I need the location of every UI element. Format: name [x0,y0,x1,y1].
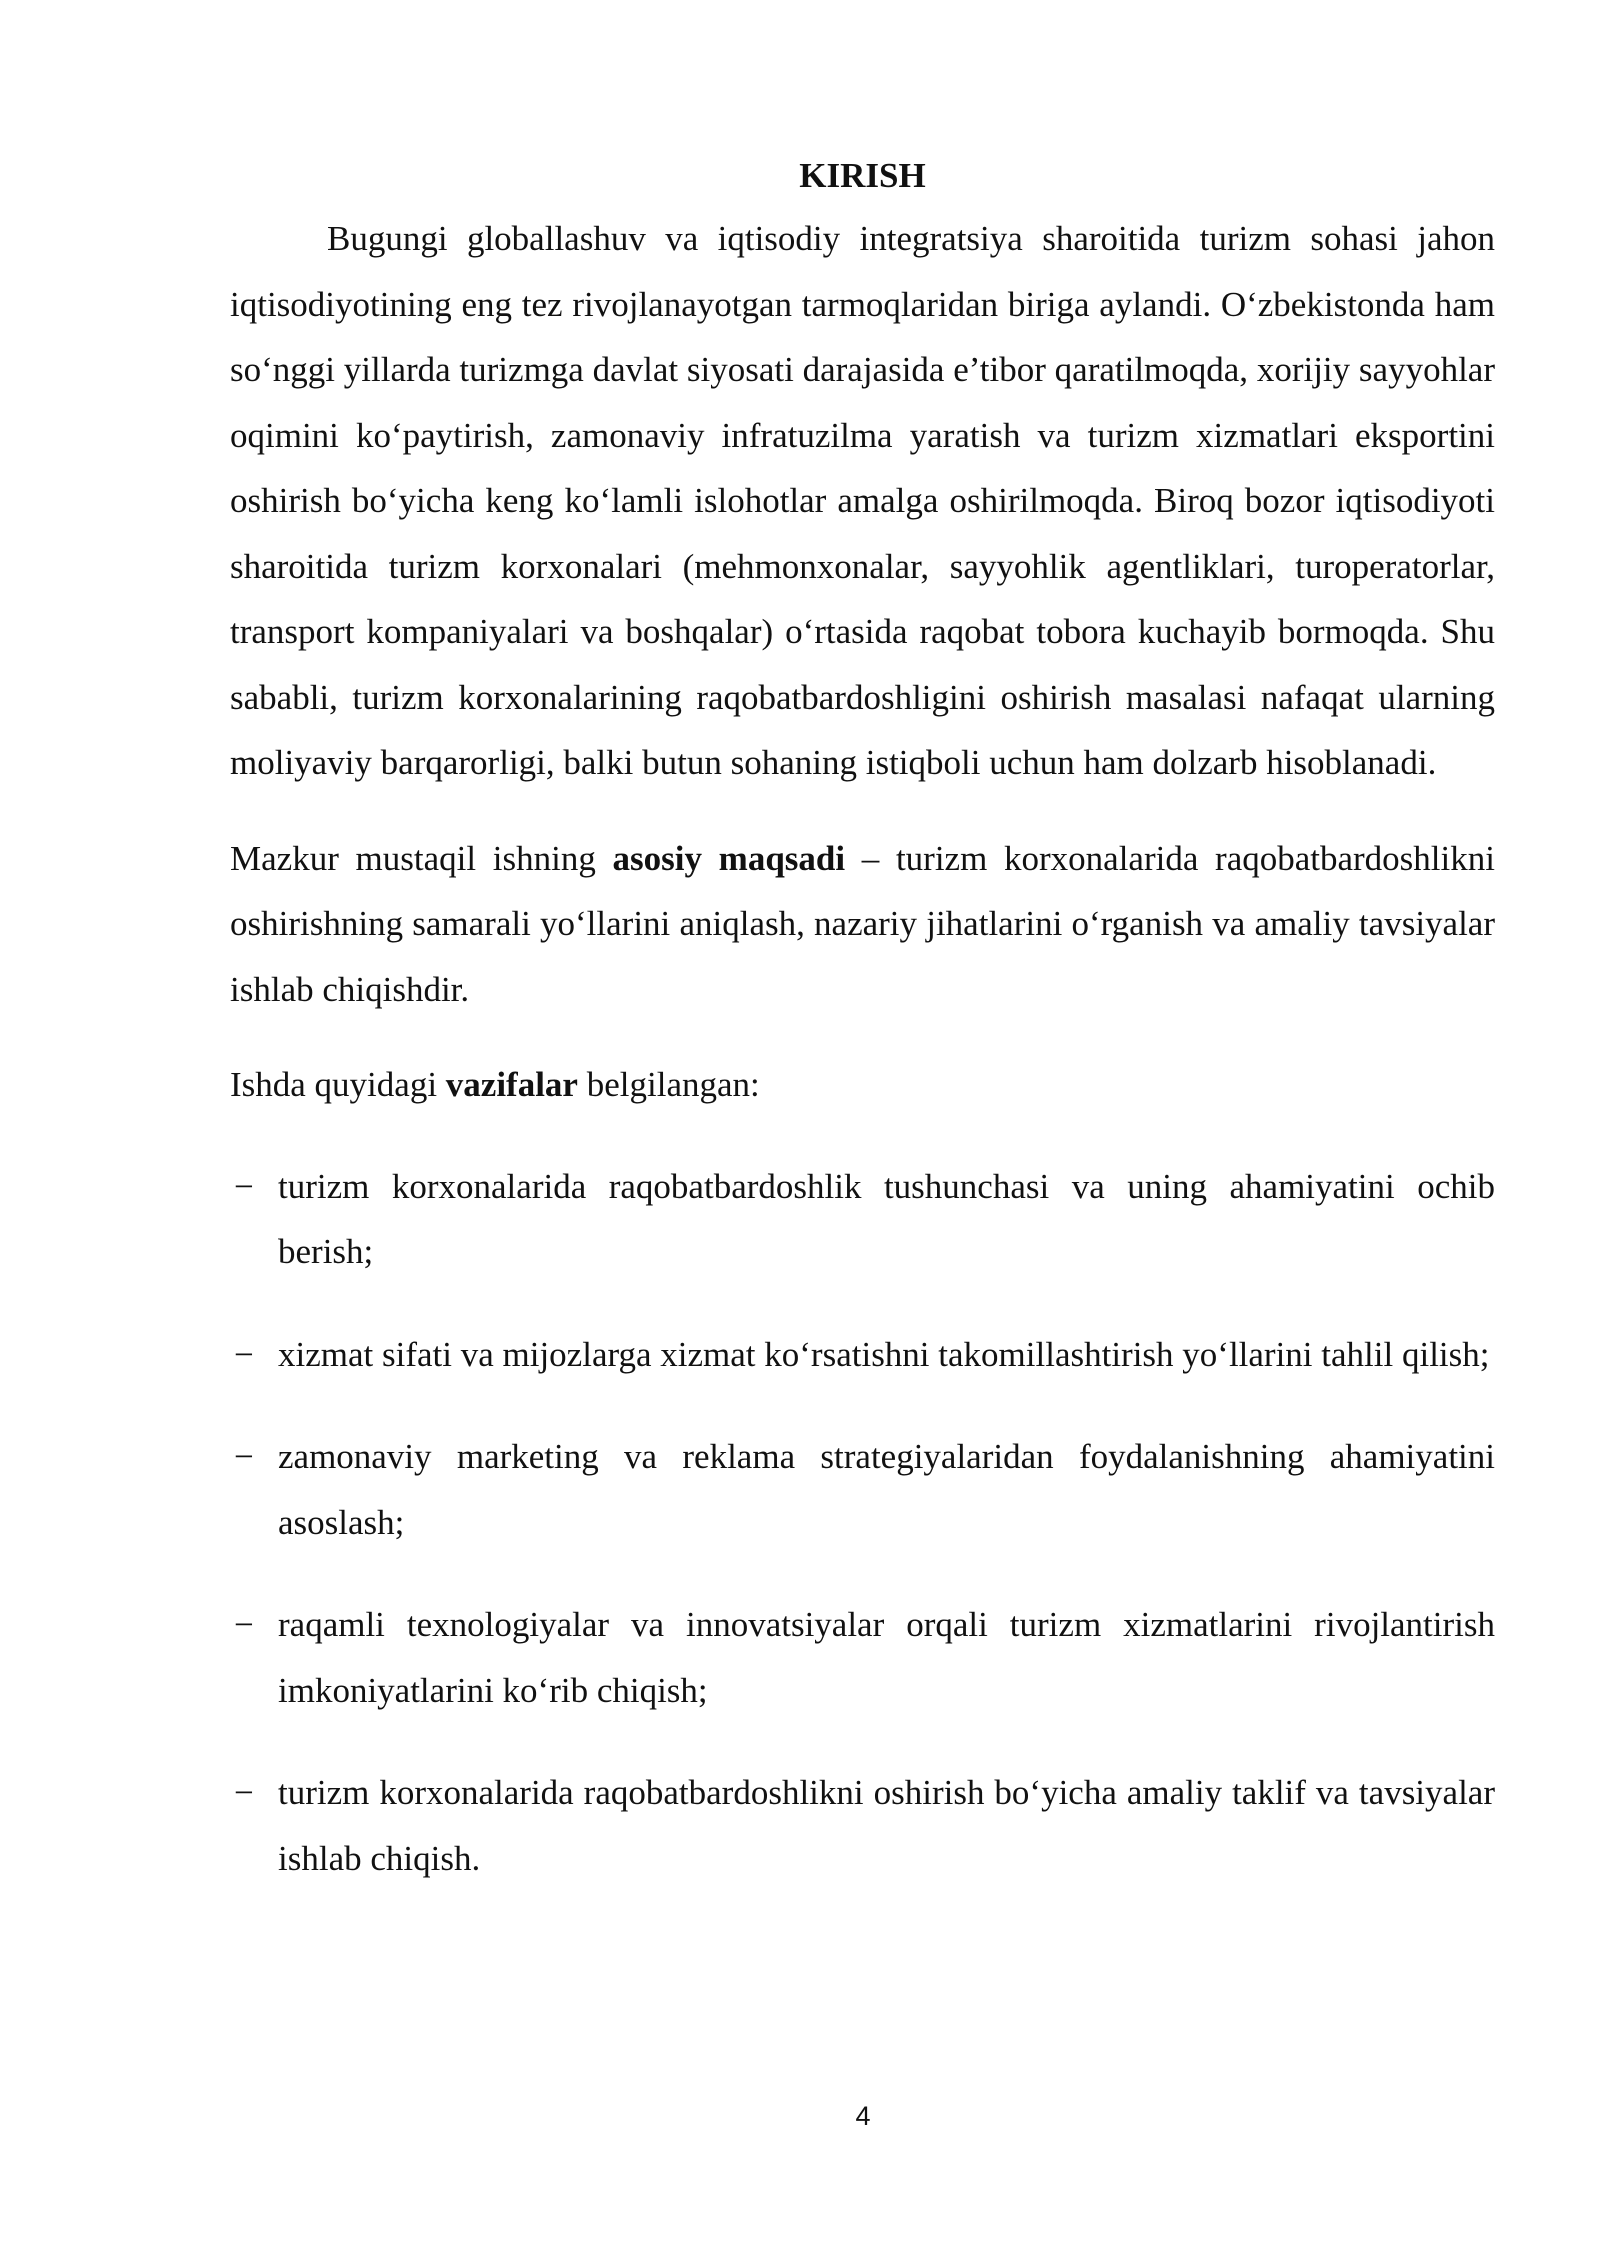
tasks-list [230,1154,1495,1892]
page-body [230,148,1495,1891]
dash-bullet: − [234,1166,254,1206]
list-item [230,1424,1495,1555]
page-number: 4 [855,2101,871,2131]
list-item [230,1592,1495,1723]
dash-bullet: − [234,1334,254,1374]
intro-paragraph: Bugungi globallashuv va iqtisodiy integratsiya sharoitida turizm sohasi jahon iqtisodiyotining eng tez rivojlanayotgan tarmoqlaridan biriga aylandi. O‘zbekistonda ham so‘nggi yillarda turizmga davlat siyosati darajasida e’tibor qaratilmoqda, xorijiy sayyohlar oqimini ko‘paytirish, zamonaviy infratuzilma yaratish va turizm xizmatlari eksportini oshirish bo‘yicha keng ko‘lamli islohotlar amalga oshirilmoqda. Biroq bozor iqtisodiyoti sharoitida turizm korxonalari (mehmonxonalar, sayyohlik agentliklari, turoperatorlar, transport kompaniyalari va boshqalar) o‘rtasida raqobat tobora kuchayib bormoqda. Shu sababli, turizm korxonalarining raqobatbardoshligini oshirish masalasi nafaqat ularning moliyaviy barqarorligi, balki butun sohaning istiqboli uchun ham dolzarb hisoblanadi. [230,219,1495,782]
dash-bullet: − [234,1605,254,1644]
dash-bullet: − [234,1437,254,1476]
tasks-suffix: belgilangan: [577,1065,760,1104]
dash-bullet: − [234,1773,254,1812]
list-item-text: raqamli texnologiyalar va innovatsiyalar orqali turizm xizmatlarini rivojlantirish imkoniyatlarini ko‘rib chiqish; [278,1605,1495,1710]
tasks-emphasis: vazifalar [445,1065,578,1104]
section-title: KIRISH [799,156,926,195]
list-item [230,1322,1495,1388]
goal-emphasis: asosiy maqsadi [612,838,846,878]
list-item-text: turizm korxonalarida raqobatbardoshlik tushunchasi va uning ahamiyatini ochib berish; [278,1166,1495,1271]
list-item-text: xizmat sifati va mijozlarga xizmat ko‘rsatishni takomillashtirish yo‘llarini tahlil qilish; [278,1334,1490,1374]
goal-prefix: Mazkur mustaqil ishning [230,838,613,878]
list-item [230,1760,1495,1891]
goal-suffix: – turizm korxonalarida raqobatbardoshlikni oshirishning samarali yo‘llarini aniqlash, nazariy jihatlarini o‘rganish va amaliy tavsiyalar ishlab chiqishdir. [230,838,1495,1009]
list-item-text: turizm korxonalarida raqobatbardoshlikni oshirish bo‘yicha amaliy taklif va tavsiyalar ishlab chiqish. [278,1773,1495,1878]
tasks-intro-paragraph [230,1052,1495,1118]
goal-paragraph [230,826,1495,1023]
list-item [230,1154,1495,1285]
list-item-text: zamonaviy marketing va reklama strategiyalaridan foydalanishning ahamiyatini asoslash; [278,1437,1495,1542]
tasks-prefix: Ishda quyidagi [230,1065,446,1104]
